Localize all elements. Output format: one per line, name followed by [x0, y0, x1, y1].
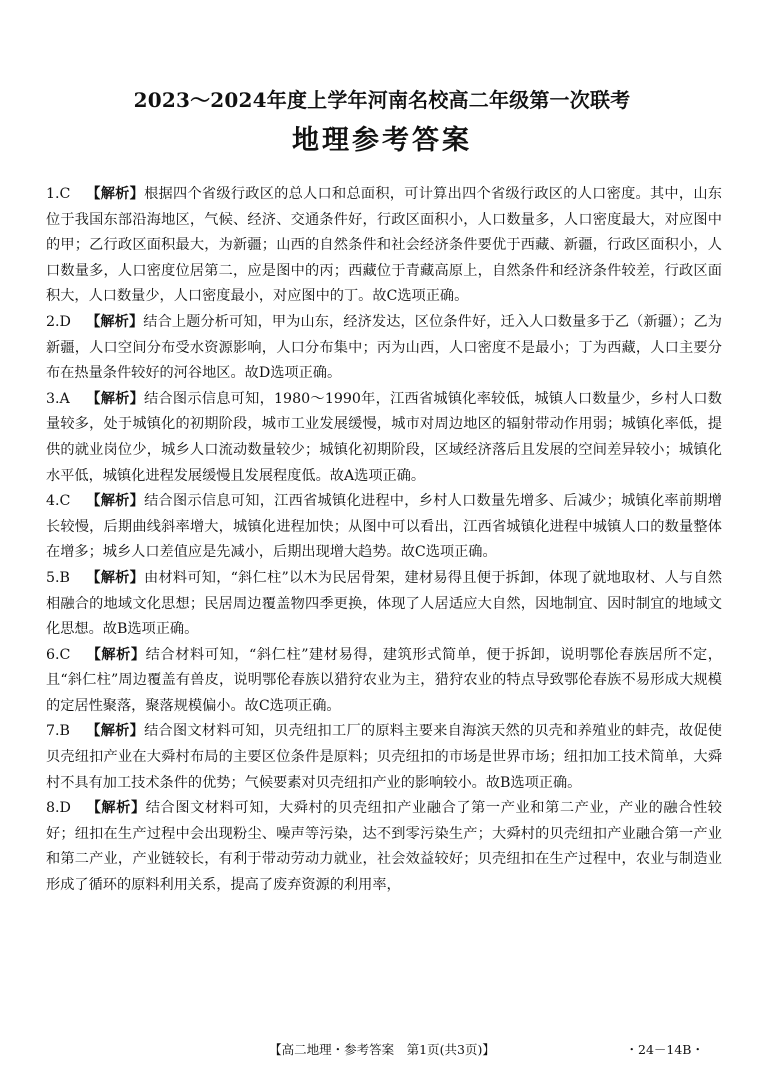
analysis-tag: 【解析】: [86, 186, 145, 202]
analysis-tag: 【解析】: [86, 313, 144, 330]
page-footer: [0, 1040, 764, 1060]
answer-item-1: [46, 182, 722, 310]
answer-item-6: [46, 643, 722, 720]
answer-item-3: [46, 387, 722, 489]
answer-item-2: [46, 310, 722, 387]
footer-code: ・24－14B・: [625, 1042, 704, 1057]
answer-text: 根据四个省级行政区的总人口和总面积，可计算出四个省级行政区的人口密度。其中，山东位于我国东部沿海地区，气候、经济、交通条件好，行政区面积小，人口数量多，人口密度最大，对应图中的甲；乙行政区面积最大，为新疆；山西的自然条件和社会经济条件要优于西藏、新疆，行政区面积小，人口数量多，人口密度位居第二，应是图中的丙；西藏位于青藏高原上，自然条件和经济条件较差，行政区面积大，人口数量少，人口密度最小，对应图中的丁。故C选项正确。: [46, 186, 722, 305]
answer-item-5: [46, 566, 722, 643]
answer-number: 1.C: [46, 186, 71, 202]
analysis-tag: 【解析】: [86, 569, 145, 586]
page-title: 地理参考答案: [292, 125, 472, 156]
answer-text: 结合材料可知，“斜仁柱”建材易得，建筑形式简单，便于拆卸，说明鄂伦春族居所不定，且“斜仁柱”周边覆盖有兽皮，说明鄂伦春族以猎狩农业为主，猎狩农业的特点导致鄂伦春族不易形成大规模的定居性聚落，聚落规模偏小。故C选项正确。: [46, 646, 722, 714]
analysis-tag: 【解析】: [86, 390, 145, 407]
answer-number: 5.B: [46, 569, 70, 586]
analysis-tag: 【解析】: [86, 493, 145, 510]
answer-text: 结合上题分析可知，甲为山东，经济发达，区位条件好，迁入人口数量多于乙（新疆）；乙为新疆，人口空间分布受水资源影响，人口分布集中；丙为山西，人口密度不是最小；丁为西藏，人口主要分布在热量条件较好的河谷地区。故D选项正确。: [46, 313, 722, 382]
analysis-tag: 【解析】: [86, 800, 146, 817]
answer-item-7: [46, 719, 722, 796]
answer-number: 8.D: [46, 800, 71, 817]
answer-text: 结合图示信息可知，江西省城镇化进程中，乡村人口数量先增多、后减少；城镇化率前期增长较慢，后期曲线斜率增大，城镇化进程加快；从图中可以看出，江西省城镇化进程中城镇人口的数量整体在增多；城乡人口差值应是先减小，后期出现增大趋势。故C选项正确。: [46, 493, 722, 561]
answer-item-4: [46, 489, 722, 566]
answer-number: 7.B: [46, 723, 70, 740]
exam-title: 2023～2024年度上学年河南名校高二年级第一次联考: [133, 88, 631, 112]
answer-number: 2.D: [46, 313, 71, 330]
answer-text: 由材料可知，“斜仁柱”以木为民居骨架，建材易得且便于拆卸，体现了就地取材、人与自然相融合的地域文化思想；民居周边覆盖物四季更换，体现了人居适应大自然，因地制宜、因时制宜的地域文化思想。故B选项正确。: [46, 569, 722, 638]
answer-list: [46, 182, 722, 899]
footer-page-info: 【高二地理・参考答案 第1页(共3页)】: [269, 1042, 495, 1057]
answer-number: 3.A: [46, 390, 70, 407]
answer-item-8: [46, 796, 722, 898]
analysis-tag: 【解析】: [86, 723, 145, 740]
analysis-tag: 【解析】: [86, 646, 146, 663]
answer-text: 结合图示信息可知，1980～1990年，江西省城镇化率较低，城镇人口数量少，乡村人口数量较多，处于城镇化的初期阶段，城市工业发展缓慢，城市对周边地区的辐射带动作用弱；城镇化率低，提供的就业岗位少，城乡人口流动数量较少；城镇化初期阶段，区域经济落后且发展的空间差异较小；城镇化水平低，城镇化进程发展缓慢且发展程度低。故A选项正确。: [46, 390, 722, 484]
answer-number: 4.C: [46, 493, 71, 510]
answer-text: 结合图文材料可知，大舜村的贝壳纽扣产业融合了第一产业和第二产业，产业的融合性较好；纽扣在生产过程中会出现粉尘、噪声等污染，达不到零污染生产；大舜村的贝壳纽扣产业融合第一产业和第二产业，产业链较长，有利于带动劳动力就业，社会效益较好；贝壳纽扣在生产过程中，农业与制造业形成了循环的原料利用关系，提高了废弃资源的利用率，: [46, 800, 722, 894]
answer-text: 结合图文材料可知，贝壳纽扣工厂的原料主要来自海滨天然的贝壳和养殖业的蚌壳，故促使贝壳纽扣产业在大舜村布局的主要区位条件是原料；贝壳纽扣的市场是世界市场；纽扣加工技术简单，大舜村不具有加工技术条件的优势；气候要素对贝壳纽扣产业的影响较小。故B选项正确。: [46, 723, 722, 791]
answer-number: 6.C: [46, 646, 71, 663]
